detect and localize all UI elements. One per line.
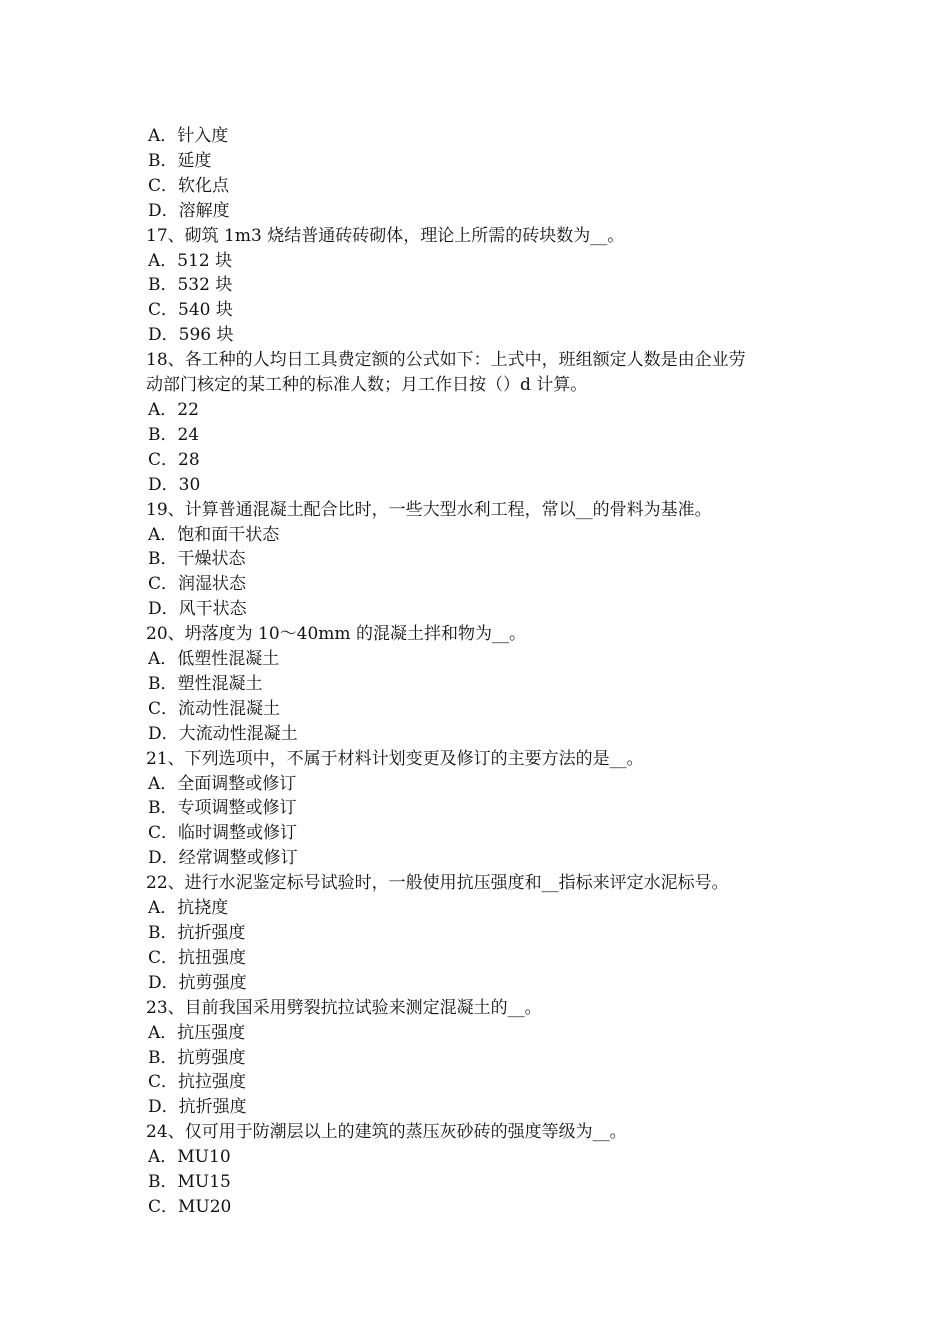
- question-text: 20、坍落度为 10～40mm 的混凝土拌和物为__。: [146, 624, 526, 645]
- question-text: 21、下列选项中，不属于材料计划变更及修订的主要方法的是__。: [146, 748, 644, 769]
- answer-option: C．抗扭强度: [148, 947, 247, 968]
- question-text: 23、目前我国采用劈裂抗拉试验来测定混凝土的__。: [146, 997, 542, 1018]
- answer-option: B．干燥状态: [148, 549, 246, 570]
- answer-option: D．30: [148, 474, 201, 495]
- question-text: 动部门核定的某工种的标准人数；月工作日按（）d 计算。: [146, 375, 588, 396]
- answer-option: C．28: [148, 449, 200, 470]
- answer-option: A．22: [148, 399, 199, 420]
- answer-option: D．溶解度: [148, 200, 230, 221]
- answer-option: B．24: [148, 424, 200, 445]
- question-text: 22、进行水泥鉴定标号试验时，一般使用抗压强度和__指标来评定水泥标号。: [146, 873, 729, 894]
- answer-option: C．润湿状态: [148, 574, 247, 595]
- answer-option: D．大流动性混凝土: [148, 723, 298, 744]
- answer-option: A．低塑性混凝土: [148, 649, 280, 670]
- answer-option: A．全面调整或修订: [148, 773, 297, 794]
- answer-option: C．抗拉强度: [148, 1072, 247, 1093]
- question-text: 24、仅可用于防潮层以上的建筑的蒸压灰砂砖的强度等级为__。: [146, 1122, 627, 1143]
- answer-option: A．抗压强度: [148, 1022, 246, 1043]
- answer-option: A．针入度: [148, 126, 229, 146]
- answer-option: B．抗折强度: [148, 923, 246, 943]
- answer-option: C．临时调整或修订: [148, 823, 298, 844]
- answer-option: D．抗折强度: [148, 1097, 247, 1118]
- answer-option: D．经常调整或修订: [148, 848, 298, 869]
- question-text: 17、砌筑 1m3 烧结普通砖砖砌体，理论上所需的砖块数为__。: [146, 225, 625, 246]
- answer-option: A．饱和面干状态: [148, 524, 280, 545]
- answer-option: D．风干状态: [148, 599, 247, 620]
- answer-option: C．流动性混凝土: [148, 698, 281, 719]
- answer-option: B．532 块: [148, 275, 233, 296]
- answer-option: C．540 块: [148, 300, 233, 321]
- question-text: 18、各工种的人均日工具费定额的公式如下：上式中，班组额定人数是由企业劳: [146, 350, 746, 371]
- answer-option: C．软化点: [148, 175, 230, 196]
- answer-option: D．596 块: [148, 325, 234, 346]
- answer-option: B．专项调整或修订: [148, 798, 297, 819]
- answer-option: B．抗剪强度: [148, 1047, 246, 1068]
- answer-option: A．512 块: [148, 250, 233, 271]
- question-text: 19、计算普通混凝土配合比时，一些大型水利工程，常以__的骨料为基准。: [146, 499, 712, 520]
- question-list: [146, 124, 816, 1220]
- answer-option: A．MU10: [148, 1147, 231, 1168]
- answer-option: A．抗挠度: [148, 898, 229, 919]
- answer-option: B．MU15: [148, 1172, 231, 1193]
- answer-option: C．MU20: [148, 1196, 232, 1217]
- answer-option: B．延度: [148, 150, 212, 171]
- answer-option: D．抗剪强度: [148, 972, 247, 993]
- answer-option: B．塑性混凝土: [148, 673, 263, 694]
